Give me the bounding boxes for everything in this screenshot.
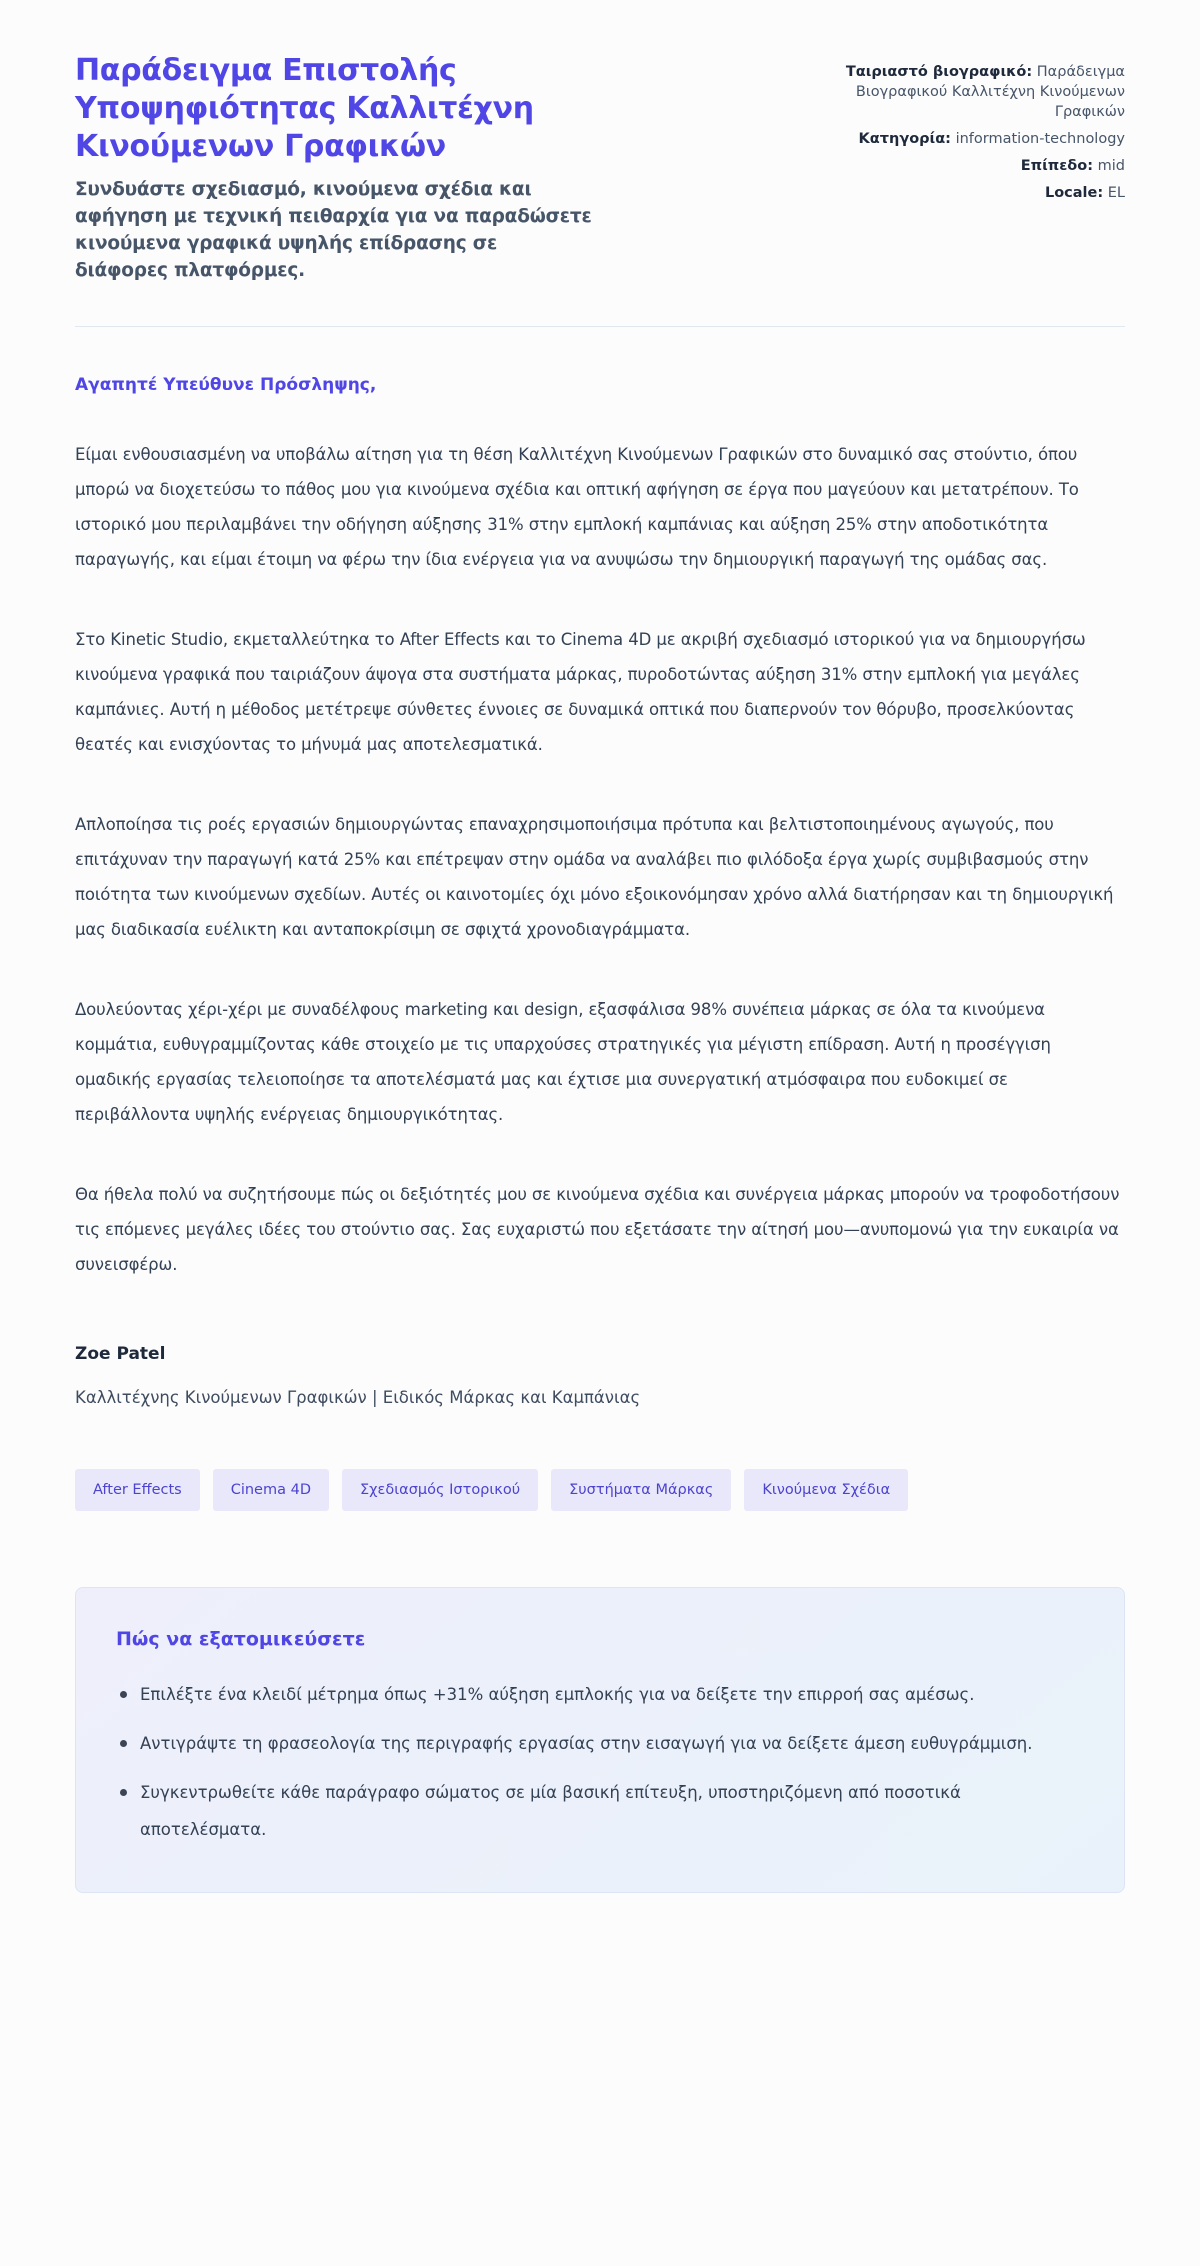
letter-paragraph: Στο Kinetic Studio, εκμεταλλεύτηκα το After Effects και το Cinema 4D με ακριβή σχεδιασμό ιστορικού για να δημιουργήσω κινούμενα γραφικά που ταιριάζουν άψογα στα συστήματα μάρκας, πυροδοτώντας αύξηση 31% στην εμπλοκή για μεγάλες καμπάνιες. Αυτή η μέθοδος μετέτρεψε σύνθετες έννοιες σε δυναμικά οπτικά που διαπερνούν τον θόρυβο, προσελκύοντας θεατές και ενισχύοντας το μήνυμά μας αποτελεσματικά.: [75, 630, 1086, 754]
letter-paragraph: Απλοποίησα τις ροές εργασιών δημιουργώντας επαναχρησιμοποιήσιμα πρότυπα και βελτιστοποιημένους αγωγούς, που επιτάχυναν την παραγωγή κατά 25% και επέτρεψαν στην ομάδα να αναλάβει πιο φιλόδοξα έργα χωρίς συμβιβασμούς στην ποιότητα των κινούμενων σχεδίων. Αυτές οι καινοτομίες όχι μόνο εξοικονόμησαν χρόνο αλλά διατήρησαν και τη δημιουργική μας διαδικασία ευέλικτη και ανταποκρίσιμη σε σφιχτά χρονοδιαγράμματα.: [75, 815, 1114, 939]
skill-tag: Κινούμενα Σχέδια: [744, 1469, 908, 1511]
header-title-block: [75, 52, 595, 284]
skill-tag: After Effects: [75, 1469, 200, 1511]
howto-tip: Αντιγράψτε τη φρασεολογία της περιγραφής εργασίας στην εισαγωγή για να δείξετε άμεση ευθυγράμμιση.: [116, 1725, 1082, 1762]
page-title: Παράδειγμα Επιστολής Υποψηφιότητας Καλλιτέχνη Κινούμενων Γραφικών: [75, 53, 534, 164]
letter-paragraphs: [75, 437, 1125, 1282]
meta-value: Παράδειγμα Βιογραφικού Καλλιτέχνη Κινούμενων Γραφικών: [855, 64, 1125, 120]
skill-tag: Σχεδιασμός Ιστορικού: [342, 1469, 538, 1511]
meta-label: Επίπεδο:: [1020, 158, 1094, 174]
meta-row: [825, 129, 1125, 149]
meta-row: [825, 183, 1125, 203]
meta-label: Κατηγορία:: [858, 131, 951, 147]
page-subtitle: Συνδυάστε σχεδιασμό, κινούμενα σχέδια και αφήγηση με τεχνική πειθαρχία για να παραδώσετε κινούμενα γραφικά υψηλής επίδρασης σε διάφορες πλατφόρμες.: [75, 179, 592, 281]
header: [75, 52, 1125, 284]
signature-name: Zoe Patel: [75, 1344, 166, 1364]
meta-label: Ταιριαστό βιογραφικό:: [845, 64, 1033, 80]
meta-panel: [825, 52, 1125, 210]
skill-tag: Cinema 4D: [213, 1469, 329, 1511]
letter-greeting: Αγαπητέ Υπεύθυνε Πρόσληψης,: [75, 375, 377, 395]
letter-paragraph: Είμαι ενθουσιασμένη να υποβάλω αίτηση για τη θέση Καλλιτέχνη Κινούμενων Γραφικών στο δυναμικό σας στούντιο, όπου μπορώ να διοχετεύσω το πάθος μου για κινούμενα σχέδια και οπτική αφήγηση σε έργα που μαγεύουν και μετατρέπουν. Το ιστορικό μου περιλαμβάνει την οδήγηση αύξησης 31% στην εμπλοκή καμπάνιας και αύξηση 25% στην αποδοτικότητα παραγωγής, και είμαι έτοιμη να φέρω την ίδια ενέργεια για να ανυψώσω την δημιουργική παραγωγή της ομάδας σας.: [75, 445, 1079, 569]
meta-value: information-technology: [955, 131, 1125, 147]
letter-paragraph: Θα ήθελα πολύ να συζητήσουμε πώς οι δεξιότητές μου σε κινούμενα σχέδια και συνέργεια μάρκας μπορούν να τροφοδοτήσουν τις επόμενες μεγάλες ιδέες του στούντιο σας. Σας ευχαριστώ που εξετάσατε την αίτησή μου—ανυπομονώ για την ευκαιρία να συνεισφέρω.: [75, 1185, 1120, 1274]
meta-label: Locale:: [1044, 185, 1104, 201]
meta-value: EL: [1107, 185, 1125, 201]
skill-tag: Συστήματα Μάρκας: [551, 1469, 731, 1511]
howto-tip: Συγκεντρωθείτε κάθε παράγραφο σώματος σε μία βασική επίτευξη, υποστηριζόμενη από ποσοτικά αποτελέσματα.: [116, 1774, 1082, 1848]
skill-tags: [75, 1469, 1125, 1511]
letter-paragraph: Δουλεύοντας χέρι-χέρι με συναδέλφους marketing και design, εξασφάλισα 98% συνέπεια μάρκας σε όλα τα κινούμενα κομμάτια, ευθυγραμμίζοντας κάθε στοιχείο με τις υπαρχούσες στρατηγικές για μέγιστη επίδραση. Αυτή η προσέγγιση ομαδικής εργασίας τελειοποίησε τα αποτελέσματά μας και έχτισε μια συνεργατική ατμόσφαιρα που ευδοκιμεί σε περιβάλλοντα υψηλής ενέργειας δημιουργικότητας.: [75, 1000, 1051, 1124]
meta-row: [825, 156, 1125, 176]
meta-value: mid: [1097, 158, 1125, 174]
howto-tip: Επιλέξτε ένα κλειδί μέτρημα όπως +31% αύξηση εμπλοκής για να δείξετε την επιρροή σας αμέσως.: [116, 1676, 1082, 1713]
letter-body: [75, 327, 1125, 1893]
meta-row: [825, 62, 1125, 122]
howto-title: Πώς να εξατομικεύσετε: [116, 1628, 366, 1650]
howto-tips: [116, 1676, 1082, 1848]
cover-letter-page: [75, 0, 1125, 1963]
signature-role: Καλλιτέχνης Κινούμενων Γραφικών | Ειδικός Μάρκας και Καμπάνιας: [75, 1388, 641, 1407]
howto-box: [75, 1587, 1125, 1893]
